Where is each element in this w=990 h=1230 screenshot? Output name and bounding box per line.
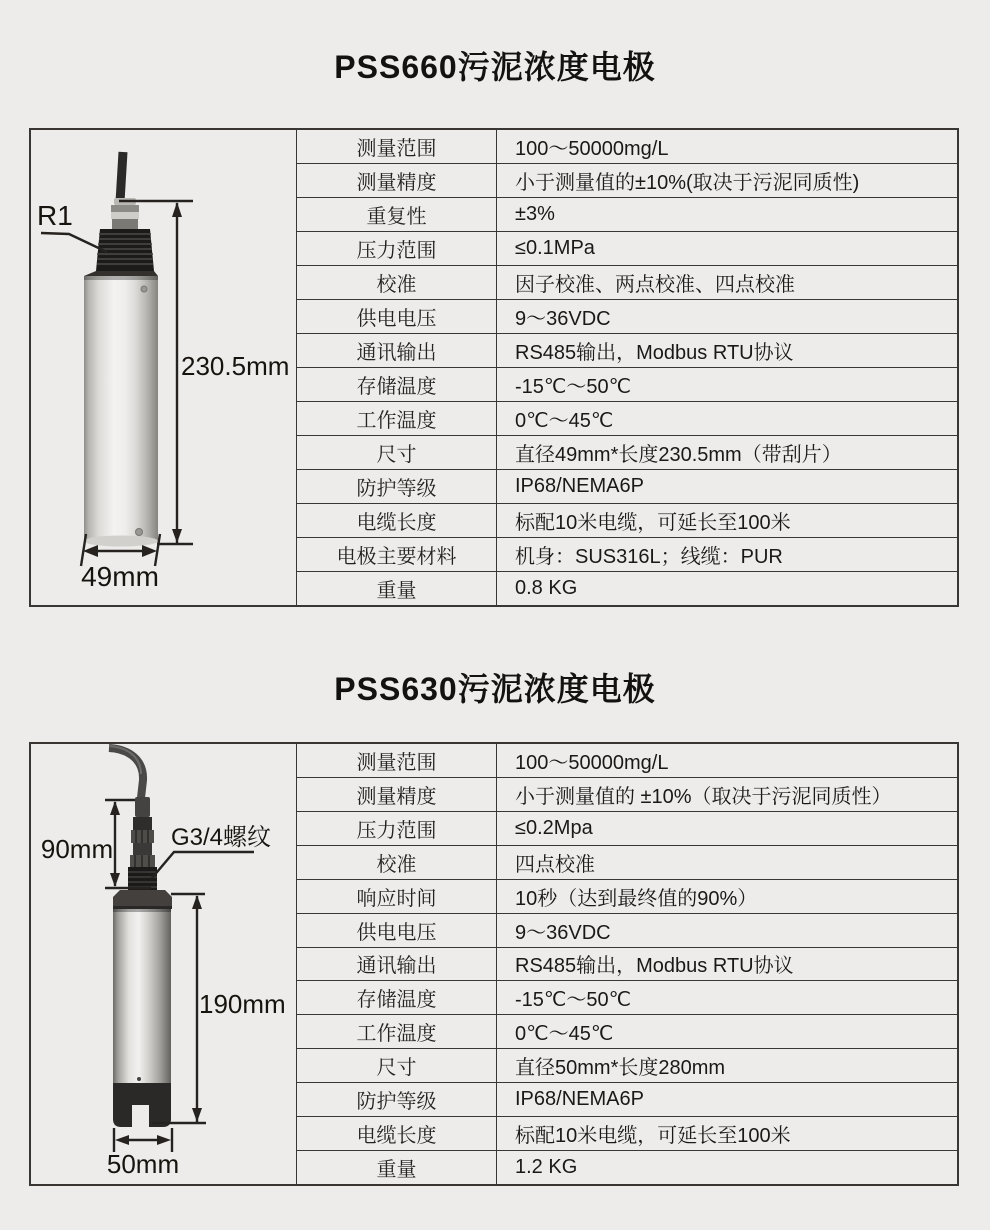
- pss630-product-image: [31, 744, 297, 1184]
- spec-value: 9～36VDC: [515, 308, 611, 330]
- thread-callout: [152, 824, 271, 878]
- spec-label: 尺寸: [297, 436, 497, 469]
- spec-label: 通讯输出: [297, 948, 497, 981]
- spec-value: 直径50mm*长度280mm: [515, 1057, 726, 1080]
- spec-row: [297, 980, 957, 1014]
- spec-label: 测量范围: [297, 744, 497, 777]
- spec-value: -15℃～50℃: [515, 376, 632, 398]
- spec-row: [297, 879, 957, 913]
- cable-connector: [111, 198, 139, 229]
- pss630-sensor-diagram: [31, 744, 295, 1184]
- spec-row: [297, 401, 957, 435]
- spec-row: [297, 265, 957, 299]
- spec-row: [297, 197, 957, 231]
- thread-label: G3/4螺纹: [171, 824, 272, 851]
- spec-value: 1.2 KG: [515, 1156, 578, 1179]
- thread-label: R1: [37, 200, 73, 231]
- screw-bottom: [136, 529, 143, 536]
- spec-label: 压力范围: [297, 812, 497, 845]
- spec-label: 校准: [297, 846, 497, 879]
- spec-value: -15℃～50℃: [515, 989, 632, 1012]
- spec-row: [297, 913, 957, 947]
- spec-value: 直径49mm*长度230.5mm（带刮片）: [515, 444, 842, 466]
- spec-label: 压力范围: [297, 232, 497, 265]
- spec-label: 测量精度: [297, 164, 497, 197]
- pss660-sensor-diagram: [31, 130, 295, 605]
- spec-value: 小于测量值的 ±10%（取决于污泥同质性）: [515, 785, 892, 808]
- spec-label: 重复性: [297, 198, 497, 231]
- spec-label: 工作温度: [297, 1015, 497, 1048]
- spec-label: 存储温度: [297, 368, 497, 401]
- spec-value: ±3%: [515, 203, 555, 225]
- screw-top: [141, 286, 147, 292]
- thread-callout: [37, 200, 107, 252]
- pss660-product-image: [31, 130, 297, 605]
- spec-value: RS485输出，Modbus RTU协议: [515, 342, 794, 364]
- pss630-spec-table: [297, 744, 957, 1184]
- spec-label: 响应时间: [297, 880, 497, 913]
- cable-connector: [130, 797, 155, 867]
- spec-row: [297, 1116, 957, 1150]
- spec-value: IP68/NEMA6P: [515, 475, 644, 497]
- spec-row: [297, 333, 957, 367]
- diameter-dimension: [107, 1128, 179, 1179]
- spec-value: 0.8 KG: [515, 577, 578, 599]
- spec-label: 供电电压: [297, 914, 497, 947]
- cable: [120, 152, 123, 202]
- spec-value: 9～36VDC: [515, 921, 611, 944]
- spec-value: ≤0.1MPa: [515, 237, 595, 259]
- spec-row: [297, 571, 957, 605]
- spec-value: IP68/NEMA6P: [515, 1088, 644, 1111]
- spec-row: [297, 435, 957, 469]
- spec-row: [297, 299, 957, 333]
- spec-row: [297, 231, 957, 265]
- spec-row: [297, 163, 957, 197]
- thread-r1: [84, 229, 158, 276]
- product-title-pss660: PSS660污泥浓度电极: [334, 49, 656, 85]
- spec-value: 因子校准、两点校准、四点校准: [515, 274, 795, 296]
- spec-row: [297, 130, 957, 163]
- spec-value: 10秒（达到最终值的90%）: [515, 887, 758, 910]
- spec-label: 电极主要材料: [297, 538, 497, 571]
- spec-row: [297, 744, 957, 777]
- spec-label: 重量: [297, 1151, 497, 1184]
- length-dimension: [152, 894, 286, 1123]
- spec-value: 100～50000mg/L: [515, 751, 669, 774]
- spec-value: 机身：SUS316L；线缆：PUR: [515, 546, 783, 568]
- spec-value: 0℃～45℃: [515, 410, 614, 432]
- spec-label: 防护等级: [297, 470, 497, 503]
- cable: [109, 746, 143, 798]
- spec-value: 标配10米电缆，可延长至100米: [515, 512, 791, 534]
- spec-row: [297, 811, 957, 845]
- spec-row: [297, 1150, 957, 1184]
- spec-label: 供电电压: [297, 300, 497, 333]
- spec-label: 重量: [297, 572, 497, 605]
- diameter-dimension-label: 50mm: [106, 1149, 180, 1179]
- spec-row: [297, 777, 957, 811]
- length-dimension-label: 230.5mm: [181, 351, 290, 381]
- spec-label: 工作温度: [297, 402, 497, 435]
- spec-row: [297, 1048, 957, 1082]
- top-length-dimension-label: 90mm: [40, 834, 114, 864]
- spec-row: [297, 503, 957, 537]
- spec-row: [297, 367, 957, 401]
- spec-label: 尺寸: [297, 1049, 497, 1082]
- spec-label: 测量范围: [297, 130, 497, 163]
- spec-value: RS485输出，Modbus RTU协议: [515, 955, 794, 978]
- spec-label: 存储温度: [297, 981, 497, 1014]
- spec-label: 通讯输出: [297, 334, 497, 367]
- spec-value: 100～50000mg/L: [515, 138, 669, 160]
- diameter-dimension-label: 49mm: [81, 561, 159, 592]
- spec-row: [297, 1082, 957, 1116]
- spec-value: 0℃～45℃: [515, 1023, 614, 1046]
- spec-row: [297, 537, 957, 571]
- spec-row: [297, 469, 957, 503]
- spec-value: ≤0.2Mpa: [515, 816, 593, 839]
- spec-row: [297, 845, 957, 879]
- pss660-spec-table: [297, 130, 957, 605]
- sensor-body: [113, 909, 171, 1083]
- spec-label: 电缆长度: [297, 504, 497, 537]
- spec-row: [297, 947, 957, 981]
- sensor-body: [84, 276, 158, 547]
- spec-label: 电缆长度: [297, 1117, 497, 1150]
- pss660-spec-box: [29, 128, 959, 607]
- spec-value: 小于测量值的±10%(取决于污泥同质性): [515, 172, 860, 194]
- spec-label: 校准: [297, 266, 497, 299]
- product-title-pss630: PSS630污泥浓度电极: [334, 671, 656, 707]
- spec-label: 防护等级: [297, 1083, 497, 1116]
- length-dimension-label: 190mm: [199, 989, 286, 1019]
- spec-value: 四点校准: [515, 853, 595, 876]
- spec-row: [297, 1014, 957, 1048]
- spec-label: 测量精度: [297, 778, 497, 811]
- bottom-cap: [113, 1083, 171, 1128]
- pss630-spec-box: [29, 742, 959, 1186]
- spec-value: 标配10米电缆，可延长至100米: [515, 1125, 791, 1148]
